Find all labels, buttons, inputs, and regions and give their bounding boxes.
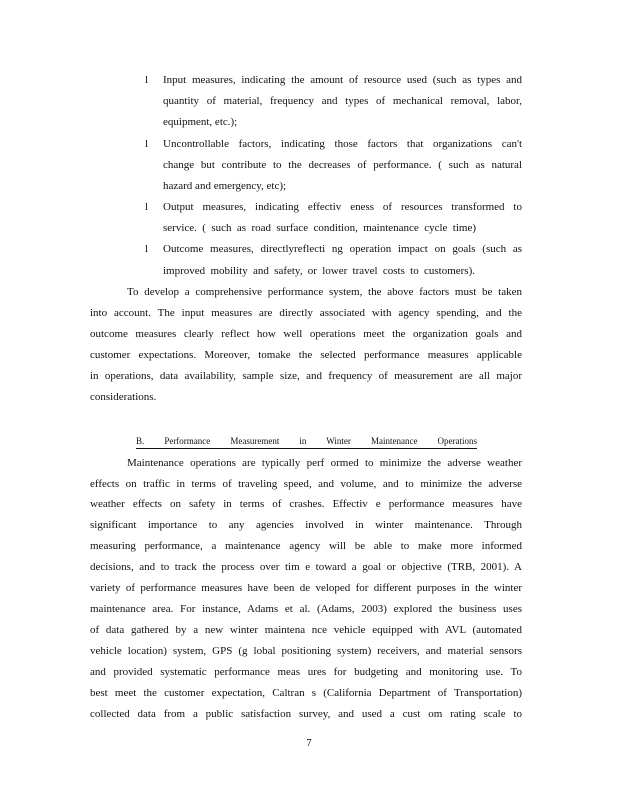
- bullet-3-line-2: service. ( such as road surface condition, maintenance cycle time): [163, 222, 476, 234]
- bullet-4-line-2: improved mobility and safety, or lower travel costs to customers).: [163, 265, 475, 277]
- bullet-4-line-1: Outcome measures, directlyreflecti ng operation impact on goals (such as: [163, 243, 522, 255]
- paragraph-line: significant importance to any agencies involved in winter maintenance. Through: [90, 519, 522, 531]
- paragraph-line: weather effects on safety in terms of crashes. Effectiv e performance measures have: [90, 498, 522, 510]
- paragraph-line: To develop a comprehensive performance system, the above factors must be taken: [127, 286, 522, 298]
- paragraph-line: variety of performance measures have been de veloped for different purposes in the winter: [90, 582, 522, 594]
- paragraph-line: outcome measures clearly reflect how well operations meet the organization goals and: [90, 328, 522, 340]
- paragraph-line: considerations.: [90, 391, 157, 403]
- bullet-2-line-2: change but contribute to the decreases of performance. ( such as natural: [163, 159, 522, 171]
- bullet-marker: l: [145, 243, 149, 255]
- paragraph-line: measuring performance, a maintenance agency will be able to make more informed: [90, 540, 522, 552]
- paragraph-line: maintenance area. For instance, Adams et al. (Adams, 2003) explored the business uses: [90, 603, 522, 615]
- page-number: 7: [306, 737, 312, 749]
- bullet-1-line-3: equipment, etc.);: [163, 116, 238, 128]
- bullet-2-line-1: Uncontrollable factors, indicating those factors that organizations can't: [163, 138, 522, 150]
- paragraph-line: decisions, and to track the process over tim e toward a goal or objective (TRB, 2001). A: [90, 561, 522, 573]
- bullet-3-line-1: Output measures, indicating effectiv eness of resources transformed to: [163, 201, 522, 213]
- paragraph-line: vehicle location) system, GPS (g lobal positioning system) receivers, and material sensors: [90, 645, 522, 657]
- paragraph-line: and provided systematic performance meas ures for budgeting and monitoring use. To: [90, 666, 522, 678]
- bullet-marker: l: [145, 201, 149, 213]
- bullet-1-line-1: Input measures, indicating the amount of resource used (such as types and: [163, 74, 522, 86]
- paragraph-line: customer expectations. Moreover, tomake the selected performance measures applicable: [90, 349, 522, 361]
- bullet-1-line-2: quantity of material, frequency and types of mechanical removal, labor,: [163, 95, 522, 107]
- paragraph-line: Maintenance operations are typically perf ormed to minimize the adverse weather: [127, 457, 522, 469]
- bullet-2-line-3: hazard and emergency, etc);: [163, 180, 287, 192]
- section-heading: B. Performance Measurement in Winter Maintenance Operations: [136, 435, 477, 449]
- paragraph-line: collected data from a public satisfaction survey, and used a cust om rating scale to: [90, 708, 522, 720]
- bullet-marker: l: [145, 138, 149, 150]
- paragraph-line: effects on traffic in terms of traveling speed, and volume, and to minimize the adverse: [90, 478, 522, 490]
- bullet-marker: l: [145, 74, 149, 86]
- paragraph-line: of data gathered by a new winter maintena nce vehicle equipped with AVL (automated: [90, 624, 522, 636]
- paragraph-line: into account. The input measures are directly associated with agency spending, and the: [90, 307, 522, 319]
- paragraph-line: in operations, data availability, sample size, and frequency of measurement are all major: [90, 370, 522, 382]
- paragraph-line: best meet the customer expectation, Caltran s (California Department of Transportation): [90, 687, 522, 699]
